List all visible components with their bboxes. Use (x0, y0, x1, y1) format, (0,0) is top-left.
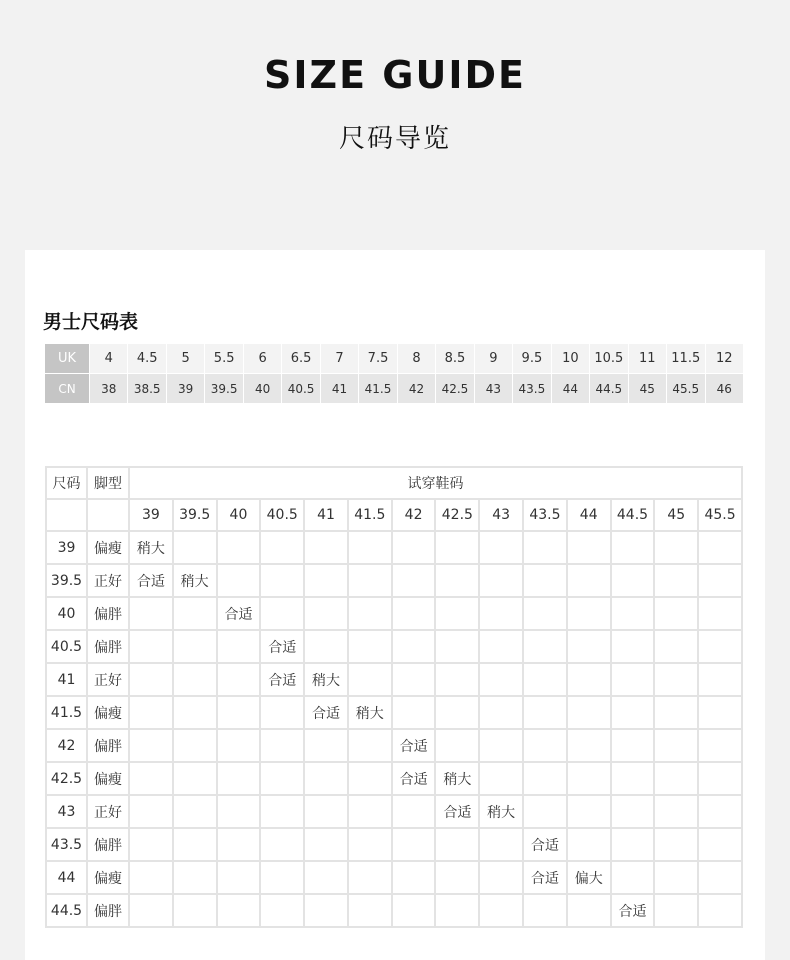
fit-cell: 稍大 (173, 564, 217, 597)
fit-cell (479, 696, 523, 729)
fit-cell (435, 597, 479, 630)
fit-cell (217, 795, 261, 828)
fit-cell (654, 564, 698, 597)
uk-size-cell: 8.5 (436, 344, 474, 374)
fit-row (46, 894, 742, 927)
fit-cell (523, 597, 567, 630)
row-foot-type: 偏瘦 (87, 531, 129, 564)
fit-cell (567, 729, 611, 762)
fit-cell (523, 729, 567, 762)
fit-cell (523, 663, 567, 696)
fit-cell (304, 894, 348, 927)
fit-cell (173, 729, 217, 762)
try-size-header: 44.5 (611, 499, 655, 531)
fit-cell (217, 531, 261, 564)
fit-cell: 合适 (260, 630, 304, 663)
fit-cell (217, 762, 261, 795)
empty-cell (87, 499, 129, 531)
fit-cell (392, 597, 436, 630)
try-size-header: 45.5 (698, 499, 742, 531)
row-foot-type: 偏胖 (87, 630, 129, 663)
uk-size-cell: 4.5 (128, 344, 166, 374)
fit-cell (260, 762, 304, 795)
fit-cell (654, 762, 698, 795)
fit-cell: 合适 (304, 696, 348, 729)
fit-cell (435, 564, 479, 597)
fit-cell (348, 597, 392, 630)
cn-size-cell: 42.5 (436, 374, 474, 404)
uk-size-cell: 10.5 (590, 344, 628, 374)
fit-cell (217, 729, 261, 762)
try-size-header: 41 (304, 499, 348, 531)
row-size: 40 (46, 597, 87, 630)
fit-cell (479, 564, 523, 597)
fit-cell (260, 729, 304, 762)
try-size-header: 44 (567, 499, 611, 531)
fit-cell (260, 828, 304, 861)
uk-size-cell: 6 (243, 344, 281, 374)
cn-size-cell: 42 (397, 374, 435, 404)
fit-cell (611, 762, 655, 795)
fit-cell (479, 630, 523, 663)
row-foot-type: 正好 (87, 663, 129, 696)
fit-cell (260, 597, 304, 630)
fit-cell (392, 861, 436, 894)
fit-cell (129, 597, 173, 630)
fit-cell (654, 597, 698, 630)
fit-cell (348, 630, 392, 663)
fit-cell (129, 729, 173, 762)
fit-cell (217, 894, 261, 927)
row-size: 41 (46, 663, 87, 696)
fit-cell (260, 861, 304, 894)
fit-cell: 稍大 (304, 663, 348, 696)
fit-cell (611, 696, 655, 729)
fit-row (46, 795, 742, 828)
fit-cell (435, 696, 479, 729)
fit-cell (611, 729, 655, 762)
fit-cell (217, 861, 261, 894)
fit-cell (304, 795, 348, 828)
cn-size-cell: 43 (474, 374, 512, 404)
fit-cell (479, 894, 523, 927)
try-size-header: 39 (129, 499, 173, 531)
fit-cell (698, 663, 742, 696)
cn-size-cell: 41 (320, 374, 358, 404)
uk-row (45, 344, 744, 374)
uk-size-cell: 11.5 (667, 344, 705, 374)
fit-cell (304, 828, 348, 861)
fit-row (46, 531, 742, 564)
try-size-header: 42.5 (435, 499, 479, 531)
row-size: 43.5 (46, 828, 87, 861)
try-size-header: 40 (217, 499, 261, 531)
fit-cell (654, 531, 698, 564)
fit-cell (698, 762, 742, 795)
page-subtitle: 尺码导览 (338, 124, 451, 154)
fit-cell (173, 894, 217, 927)
fit-row (46, 696, 742, 729)
fit-cell (654, 861, 698, 894)
fit-cell (260, 564, 304, 597)
fit-table (45, 466, 743, 928)
fit-cell (654, 630, 698, 663)
fit-cell: 稍大 (479, 795, 523, 828)
fit-cell (567, 597, 611, 630)
fit-cell (304, 564, 348, 597)
cn-row (45, 374, 744, 404)
empty-cell (46, 499, 87, 531)
row-foot-type: 正好 (87, 564, 129, 597)
fit-cell (173, 762, 217, 795)
fit-cell (611, 597, 655, 630)
section-title: 男士尺码表 (43, 311, 139, 333)
fit-cell (435, 630, 479, 663)
col-try-header: 试穿鞋码 (129, 467, 742, 499)
try-size-header: 42 (392, 499, 436, 531)
fit-cell: 合适 (392, 729, 436, 762)
fit-cell (523, 894, 567, 927)
fit-cell (435, 729, 479, 762)
fit-cell: 合适 (129, 564, 173, 597)
fit-cell (217, 828, 261, 861)
fit-row (46, 663, 742, 696)
cn-size-cell: 38.5 (128, 374, 166, 404)
row-size: 42 (46, 729, 87, 762)
fit-cell (479, 597, 523, 630)
fit-row (46, 630, 742, 663)
fit-cell (129, 861, 173, 894)
row-foot-type: 偏胖 (87, 894, 129, 927)
fit-cell (654, 894, 698, 927)
fit-cell: 稍大 (129, 531, 173, 564)
cn-size-cell: 45.5 (667, 374, 705, 404)
fit-cell (129, 696, 173, 729)
fit-cell (523, 795, 567, 828)
fit-cell (392, 795, 436, 828)
col-foot-header: 脚型 (87, 467, 129, 499)
fit-cell (479, 531, 523, 564)
fit-cell (567, 894, 611, 927)
fit-cell (698, 828, 742, 861)
fit-cell (173, 531, 217, 564)
fit-cell (217, 696, 261, 729)
cn-size-cell: 39 (166, 374, 204, 404)
fit-cell (392, 663, 436, 696)
cn-size-cell: 40 (243, 374, 281, 404)
fit-cell (698, 696, 742, 729)
fit-cell (260, 795, 304, 828)
fit-cell (523, 630, 567, 663)
fit-header-row (46, 467, 742, 499)
fit-cell (260, 531, 304, 564)
fit-cell (611, 861, 655, 894)
fit-cell: 合适 (435, 795, 479, 828)
cn-size-cell: 38 (90, 374, 128, 404)
fit-cell (129, 630, 173, 663)
cn-size-cell: 44.5 (590, 374, 628, 404)
size-conversion-table (44, 343, 744, 404)
fit-cell (173, 597, 217, 630)
fit-cell: 合适 (217, 597, 261, 630)
try-size-header: 43 (479, 499, 523, 531)
cn-label: CN (45, 374, 90, 404)
cn-size-cell: 43.5 (513, 374, 551, 404)
fit-cell (435, 861, 479, 894)
fit-cell (435, 828, 479, 861)
fit-cell (304, 630, 348, 663)
fit-cell: 稍大 (435, 762, 479, 795)
fit-cell: 合适 (392, 762, 436, 795)
row-size: 44.5 (46, 894, 87, 927)
fit-cell (698, 564, 742, 597)
fit-cell (392, 696, 436, 729)
row-foot-type: 偏瘦 (87, 861, 129, 894)
uk-size-cell: 8 (397, 344, 435, 374)
fit-cell (173, 630, 217, 663)
try-size-header: 39.5 (173, 499, 217, 531)
fit-cell (304, 531, 348, 564)
page-header (0, 0, 790, 250)
try-size-header: 43.5 (523, 499, 567, 531)
uk-size-cell: 5.5 (205, 344, 243, 374)
fit-cell (523, 696, 567, 729)
fit-cell (392, 894, 436, 927)
fit-cell (654, 795, 698, 828)
fit-cell (567, 795, 611, 828)
fit-cell (217, 630, 261, 663)
fit-cell (611, 663, 655, 696)
fit-cell (523, 564, 567, 597)
fit-cell (173, 828, 217, 861)
fit-cell (479, 663, 523, 696)
row-foot-type: 偏瘦 (87, 696, 129, 729)
fit-cell (698, 729, 742, 762)
page-title: SIZE GUIDE (264, 53, 526, 97)
fit-cell (479, 762, 523, 795)
fit-cell: 合适 (523, 861, 567, 894)
uk-label: UK (45, 344, 90, 374)
fit-cell (698, 894, 742, 927)
fit-cell (260, 696, 304, 729)
fit-cell (392, 531, 436, 564)
fit-cell (348, 762, 392, 795)
fit-cell (304, 861, 348, 894)
size-guide-card (25, 250, 765, 960)
fit-row (46, 597, 742, 630)
row-size: 44 (46, 861, 87, 894)
fit-cell (698, 630, 742, 663)
fit-cell (392, 630, 436, 663)
try-size-header: 40.5 (260, 499, 304, 531)
fit-cell (567, 696, 611, 729)
fit-cell (567, 630, 611, 663)
fit-cell (567, 531, 611, 564)
row-foot-type: 偏胖 (87, 828, 129, 861)
fit-cell (217, 663, 261, 696)
fit-cell (217, 564, 261, 597)
cn-size-cell: 39.5 (205, 374, 243, 404)
try-size-header: 41.5 (348, 499, 392, 531)
row-foot-type: 偏胖 (87, 597, 129, 630)
cn-size-cell: 44 (551, 374, 589, 404)
uk-size-cell: 4 (90, 344, 128, 374)
row-size: 43 (46, 795, 87, 828)
fit-cell (348, 729, 392, 762)
uk-size-cell: 10 (551, 344, 589, 374)
fit-cell (611, 531, 655, 564)
fit-cell (435, 531, 479, 564)
row-size: 39 (46, 531, 87, 564)
fit-cell (348, 663, 392, 696)
try-size-row (46, 499, 742, 531)
fit-cell (348, 828, 392, 861)
fit-cell (698, 597, 742, 630)
uk-size-cell: 9 (474, 344, 512, 374)
fit-cell (173, 795, 217, 828)
fit-cell (129, 894, 173, 927)
fit-cell (698, 531, 742, 564)
fit-cell (348, 894, 392, 927)
fit-cell (129, 795, 173, 828)
fit-cell (348, 795, 392, 828)
fit-cell (479, 828, 523, 861)
uk-size-cell: 7.5 (359, 344, 397, 374)
uk-size-cell: 12 (705, 344, 744, 374)
uk-size-cell: 9.5 (513, 344, 551, 374)
cn-size-cell: 46 (705, 374, 744, 404)
fit-cell: 稍大 (348, 696, 392, 729)
fit-cell (567, 564, 611, 597)
fit-cell (435, 894, 479, 927)
fit-row (46, 828, 742, 861)
fit-cell (523, 762, 567, 795)
fit-cell: 合适 (611, 894, 655, 927)
uk-size-cell: 7 (320, 344, 358, 374)
fit-cell (567, 762, 611, 795)
uk-size-cell: 6.5 (282, 344, 320, 374)
fit-cell (348, 564, 392, 597)
fit-cell (392, 828, 436, 861)
fit-cell (348, 861, 392, 894)
fit-cell (435, 663, 479, 696)
cn-size-cell: 45 (628, 374, 666, 404)
fit-cell (567, 828, 611, 861)
fit-cell (129, 762, 173, 795)
cn-size-cell: 40.5 (282, 374, 320, 404)
fit-cell (129, 828, 173, 861)
fit-cell (479, 729, 523, 762)
try-size-header: 45 (654, 499, 698, 531)
fit-cell (129, 663, 173, 696)
fit-cell: 合适 (523, 828, 567, 861)
fit-row (46, 729, 742, 762)
cn-size-cell: 41.5 (359, 374, 397, 404)
col-size-header: 尺码 (46, 467, 87, 499)
row-foot-type: 偏瘦 (87, 762, 129, 795)
fit-cell: 偏大 (567, 861, 611, 894)
fit-cell: 合适 (260, 663, 304, 696)
fit-cell (304, 729, 348, 762)
fit-cell (654, 663, 698, 696)
row-size: 39.5 (46, 564, 87, 597)
fit-cell (698, 861, 742, 894)
fit-cell (392, 564, 436, 597)
fit-cell (173, 663, 217, 696)
fit-cell (173, 861, 217, 894)
row-size: 42.5 (46, 762, 87, 795)
row-foot-type: 偏胖 (87, 729, 129, 762)
fit-cell (611, 795, 655, 828)
uk-size-cell: 11 (628, 344, 666, 374)
row-size: 41.5 (46, 696, 87, 729)
fit-row (46, 564, 742, 597)
fit-cell (304, 597, 348, 630)
fit-cell (611, 828, 655, 861)
fit-cell (654, 729, 698, 762)
fit-cell (173, 696, 217, 729)
fit-cell (348, 531, 392, 564)
row-foot-type: 正好 (87, 795, 129, 828)
fit-cell (654, 696, 698, 729)
uk-size-cell: 5 (166, 344, 204, 374)
fit-cell (479, 861, 523, 894)
fit-cell (523, 531, 567, 564)
fit-cell (567, 663, 611, 696)
fit-cell (304, 762, 348, 795)
fit-cell (611, 630, 655, 663)
fit-cell (698, 795, 742, 828)
row-size: 40.5 (46, 630, 87, 663)
fit-row (46, 861, 742, 894)
fit-cell (260, 894, 304, 927)
fit-cell (654, 828, 698, 861)
fit-cell (611, 564, 655, 597)
fit-row (46, 762, 742, 795)
